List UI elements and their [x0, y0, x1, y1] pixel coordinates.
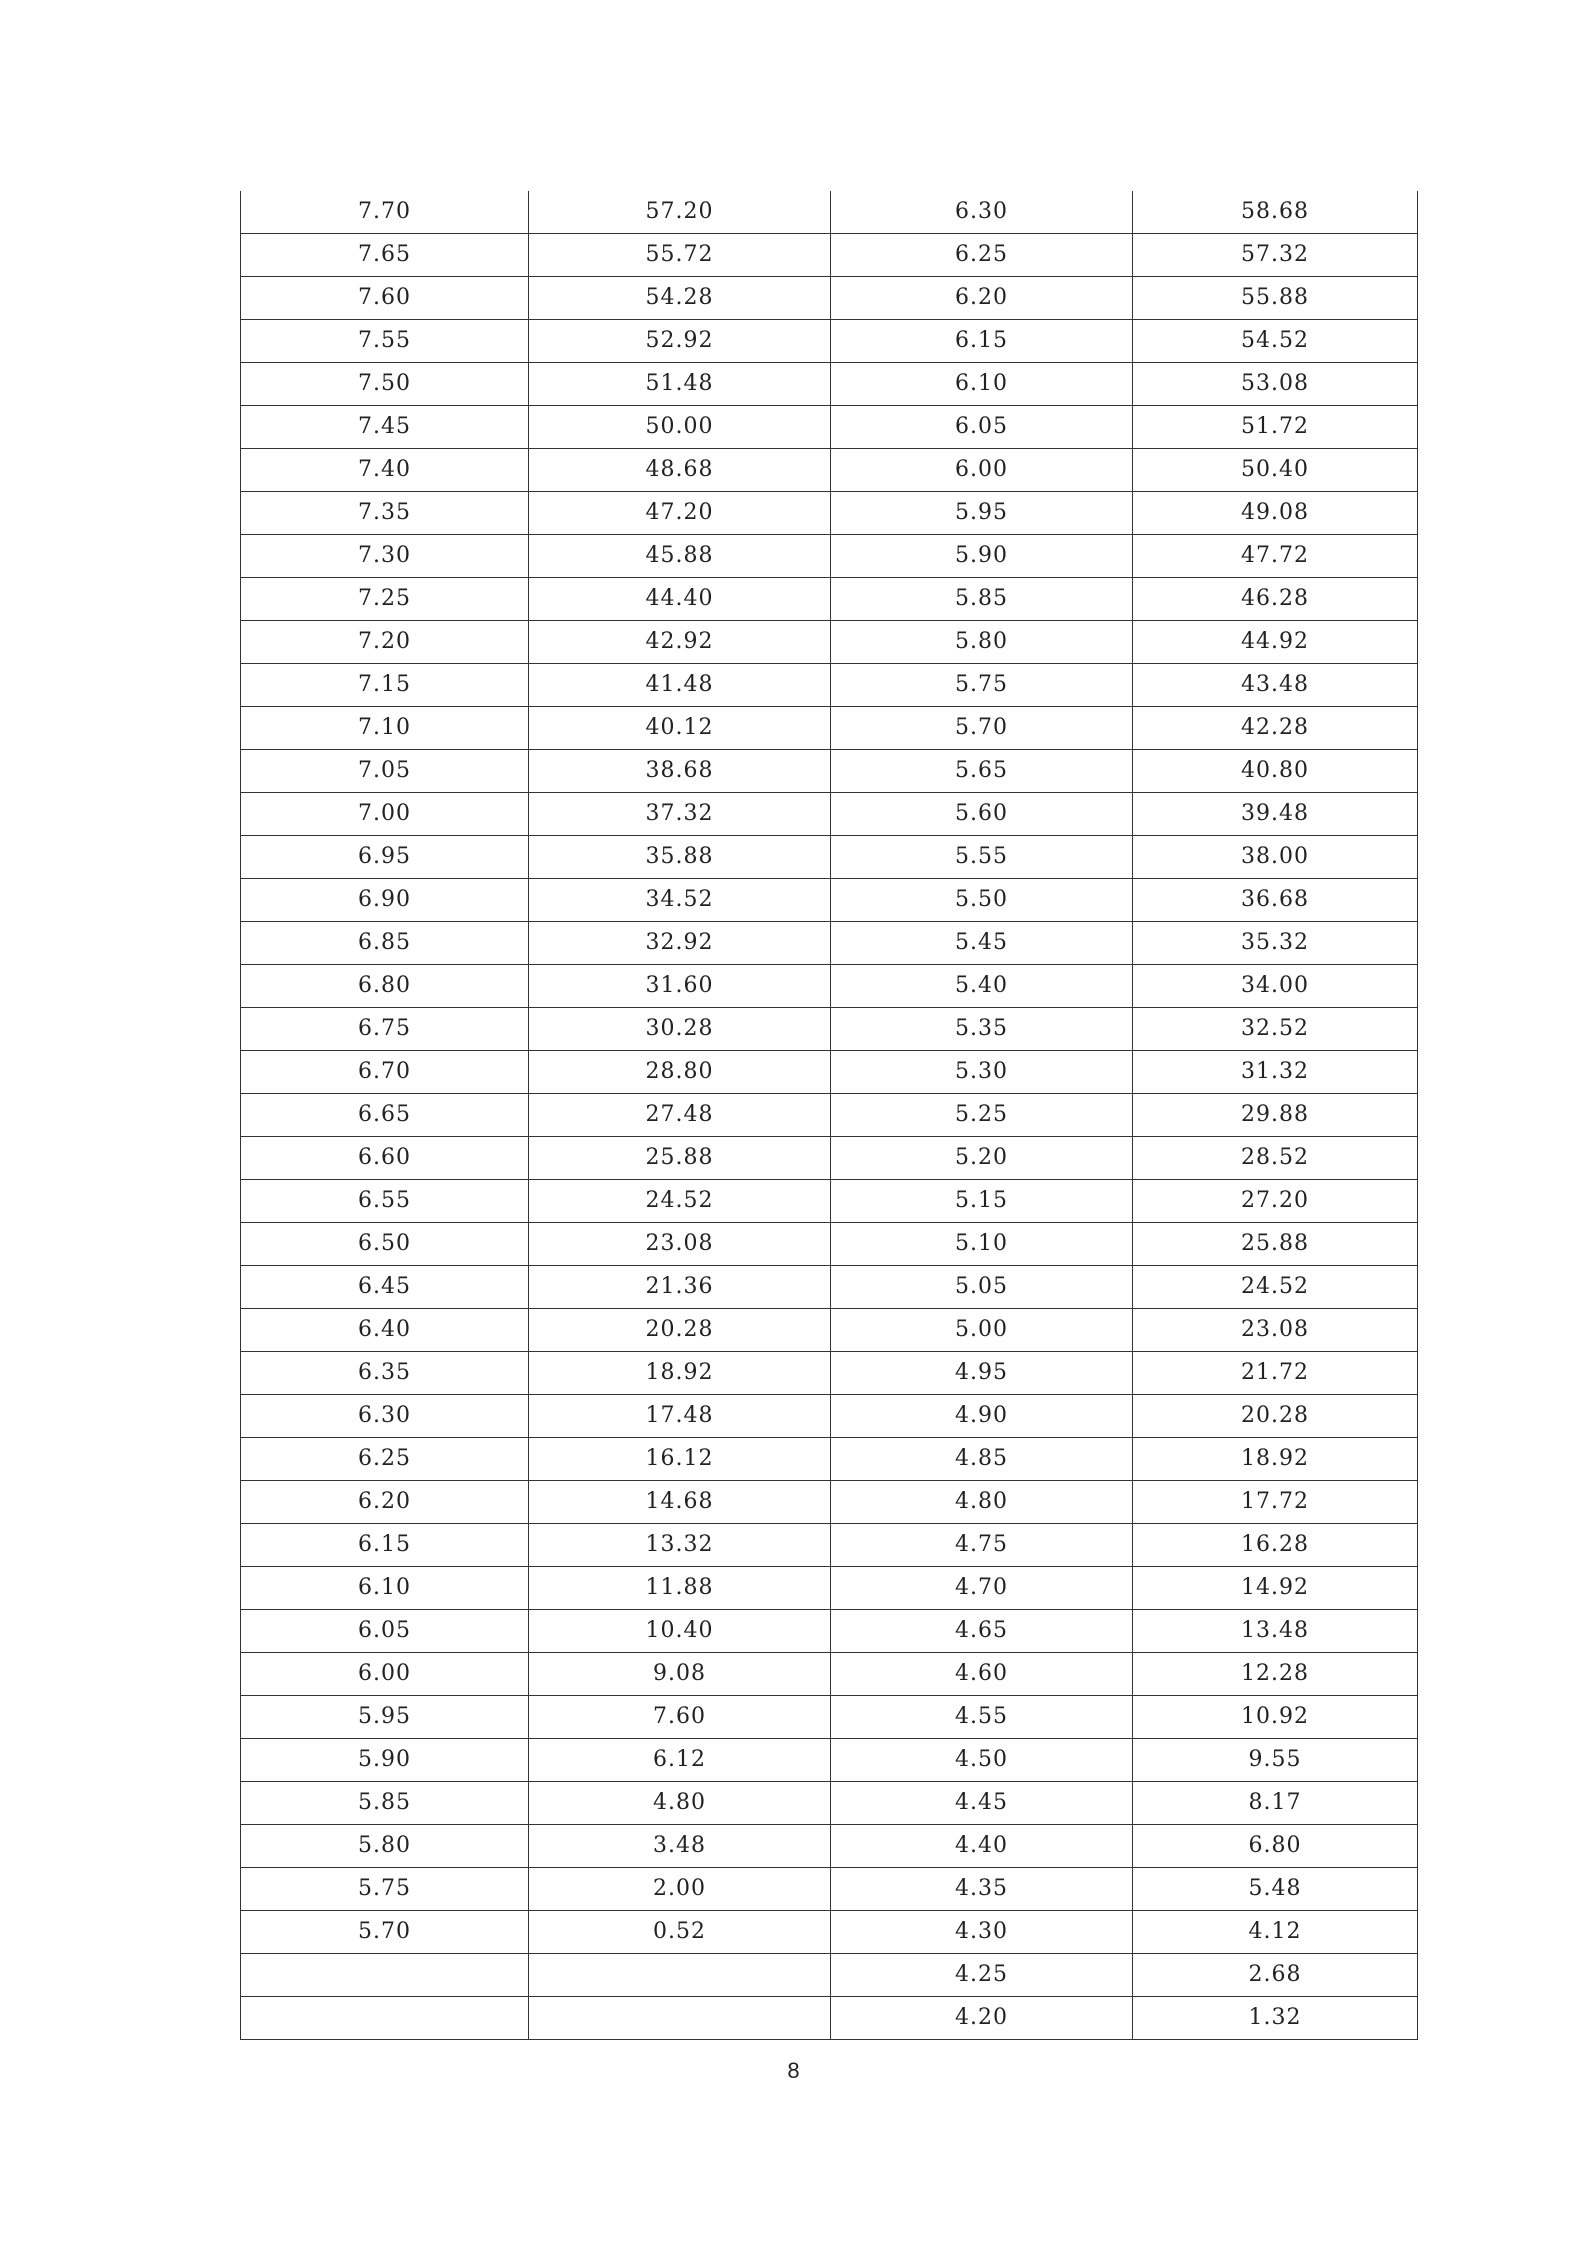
table-cell: 7.65 — [241, 234, 529, 277]
table-cell: 6.05 — [241, 1610, 529, 1653]
table-cell: 45.88 — [529, 535, 831, 578]
table-cell: 4.55 — [831, 1696, 1133, 1739]
table-cell: 46.28 — [1133, 578, 1418, 621]
table-row — [241, 793, 1418, 836]
table-cell: 6.10 — [241, 1567, 529, 1610]
table-cell: 5.70 — [831, 707, 1133, 750]
table-cell: 4.45 — [831, 1782, 1133, 1825]
table-cell: 48.68 — [529, 449, 831, 492]
table-cell: 28.52 — [1133, 1137, 1418, 1180]
table-cell: 51.48 — [529, 363, 831, 406]
table-cell: 2.00 — [529, 1868, 831, 1911]
table-cell: 5.75 — [241, 1868, 529, 1911]
table-row — [241, 1051, 1418, 1094]
table-row — [241, 1911, 1418, 1954]
table-cell: 7.40 — [241, 449, 529, 492]
table-cell: 6.55 — [241, 1180, 529, 1223]
table-cell: 39.48 — [1133, 793, 1418, 836]
table-cell: 5.85 — [831, 578, 1133, 621]
table-cell: 43.48 — [1133, 664, 1418, 707]
table-cell: 6.40 — [241, 1309, 529, 1352]
table-cell: 37.32 — [529, 793, 831, 836]
table-cell: 55.88 — [1133, 277, 1418, 320]
table-cell: 27.48 — [529, 1094, 831, 1137]
table-row — [241, 277, 1418, 320]
table-cell: 2.68 — [1133, 1954, 1418, 1997]
table-row — [241, 1137, 1418, 1180]
table-row — [241, 836, 1418, 879]
table-cell: 38.00 — [1133, 836, 1418, 879]
table-cell: 3.48 — [529, 1825, 831, 1868]
table-cell: 6.20 — [831, 277, 1133, 320]
table-row — [241, 1180, 1418, 1223]
table-row — [241, 363, 1418, 406]
table-row — [241, 1567, 1418, 1610]
table-cell: 7.05 — [241, 750, 529, 793]
table-cell: 4.60 — [831, 1653, 1133, 1696]
table-cell — [241, 1997, 529, 2040]
table-cell: 6.15 — [241, 1524, 529, 1567]
table-row — [241, 1266, 1418, 1309]
table-cell: 5.95 — [241, 1696, 529, 1739]
table-cell: 5.70 — [241, 1911, 529, 1954]
table-row — [241, 750, 1418, 793]
table-cell: 50.00 — [529, 406, 831, 449]
table-cell: 25.88 — [529, 1137, 831, 1180]
table-cell: 28.80 — [529, 1051, 831, 1094]
table-cell: 6.85 — [241, 922, 529, 965]
table-cell: 5.85 — [241, 1782, 529, 1825]
table-cell: 29.88 — [1133, 1094, 1418, 1137]
table-cell: 7.00 — [241, 793, 529, 836]
table-cell: 7.60 — [529, 1696, 831, 1739]
table-cell: 12.28 — [1133, 1653, 1418, 1696]
table-cell: 36.68 — [1133, 879, 1418, 922]
table-cell: 5.75 — [831, 664, 1133, 707]
table-cell: 6.15 — [831, 320, 1133, 363]
table-cell: 5.50 — [831, 879, 1133, 922]
table-cell — [241, 1954, 529, 1997]
table-cell: 44.92 — [1133, 621, 1418, 664]
table-cell: 6.05 — [831, 406, 1133, 449]
table-cell: 16.28 — [1133, 1524, 1418, 1567]
table-cell: 5.60 — [831, 793, 1133, 836]
table-cell: 34.52 — [529, 879, 831, 922]
table-row — [241, 621, 1418, 664]
table-cell — [529, 1997, 831, 2040]
table-cell: 5.35 — [831, 1008, 1133, 1051]
table-row — [241, 406, 1418, 449]
table-row — [241, 707, 1418, 750]
table-row — [241, 922, 1418, 965]
table-cell: 55.72 — [529, 234, 831, 277]
data-table — [240, 191, 1418, 2040]
table-cell: 7.70 — [241, 191, 529, 234]
table-cell: 5.80 — [241, 1825, 529, 1868]
table-cell: 4.75 — [831, 1524, 1133, 1567]
table-cell: 31.32 — [1133, 1051, 1418, 1094]
table-cell: 50.40 — [1133, 449, 1418, 492]
table-cell: 5.48 — [1133, 1868, 1418, 1911]
table-cell: 20.28 — [529, 1309, 831, 1352]
table-cell: 35.88 — [529, 836, 831, 879]
table-cell: 7.30 — [241, 535, 529, 578]
table-cell: 7.20 — [241, 621, 529, 664]
table-cell: 40.80 — [1133, 750, 1418, 793]
table-cell: 23.08 — [1133, 1309, 1418, 1352]
table-cell: 21.72 — [1133, 1352, 1418, 1395]
table-row — [241, 578, 1418, 621]
table-cell: 6.25 — [241, 1438, 529, 1481]
table-cell: 6.00 — [241, 1653, 529, 1696]
table-cell: 21.36 — [529, 1266, 831, 1309]
table-cell: 6.50 — [241, 1223, 529, 1266]
table-cell: 17.48 — [529, 1395, 831, 1438]
table-cell: 14.68 — [529, 1481, 831, 1524]
table-cell: 53.08 — [1133, 363, 1418, 406]
table-cell: 7.50 — [241, 363, 529, 406]
table-cell: 4.70 — [831, 1567, 1133, 1610]
table-cell: 47.20 — [529, 492, 831, 535]
table-cell: 0.52 — [529, 1911, 831, 1954]
table-cell: 5.90 — [241, 1739, 529, 1782]
table-cell: 6.20 — [241, 1481, 529, 1524]
table-cell: 5.80 — [831, 621, 1133, 664]
table-cell: 4.85 — [831, 1438, 1133, 1481]
table-cell: 7.45 — [241, 406, 529, 449]
table-cell: 6.45 — [241, 1266, 529, 1309]
table-cell: 6.70 — [241, 1051, 529, 1094]
table-cell: 51.72 — [1133, 406, 1418, 449]
table-cell: 30.28 — [529, 1008, 831, 1051]
table-cell: 40.12 — [529, 707, 831, 750]
table-cell: 4.25 — [831, 1954, 1133, 1997]
table-cell: 4.40 — [831, 1825, 1133, 1868]
table-cell: 4.20 — [831, 1997, 1133, 2040]
table-cell: 42.28 — [1133, 707, 1418, 750]
table-cell: 4.50 — [831, 1739, 1133, 1782]
table-cell: 4.80 — [831, 1481, 1133, 1524]
table-cell: 7.60 — [241, 277, 529, 320]
table-cell: 44.40 — [529, 578, 831, 621]
table-row — [241, 1954, 1418, 1997]
table-cell: 10.40 — [529, 1610, 831, 1653]
table-cell: 6.60 — [241, 1137, 529, 1180]
table-cell: 4.35 — [831, 1868, 1133, 1911]
table-cell: 5.05 — [831, 1266, 1133, 1309]
table-row — [241, 1739, 1418, 1782]
table-cell: 5.65 — [831, 750, 1133, 793]
table-row — [241, 1094, 1418, 1137]
table-cell: 6.12 — [529, 1739, 831, 1782]
table-cell: 24.52 — [529, 1180, 831, 1223]
table-cell: 47.72 — [1133, 535, 1418, 578]
table-cell: 4.80 — [529, 1782, 831, 1825]
table-cell: 7.35 — [241, 492, 529, 535]
table-cell: 16.12 — [529, 1438, 831, 1481]
table-cell: 1.32 — [1133, 1997, 1418, 2040]
table-cell: 5.55 — [831, 836, 1133, 879]
table-cell: 6.35 — [241, 1352, 529, 1395]
table-cell: 32.92 — [529, 922, 831, 965]
table-cell: 38.68 — [529, 750, 831, 793]
table-cell: 5.95 — [831, 492, 1133, 535]
table-cell: 31.60 — [529, 965, 831, 1008]
table-cell: 6.65 — [241, 1094, 529, 1137]
table-cell: 4.65 — [831, 1610, 1133, 1653]
table-cell: 5.40 — [831, 965, 1133, 1008]
table-row — [241, 1825, 1418, 1868]
table-cell: 42.92 — [529, 621, 831, 664]
table-row — [241, 1352, 1418, 1395]
table-cell: 6.30 — [241, 1395, 529, 1438]
table-cell: 25.88 — [1133, 1223, 1418, 1266]
table-cell: 4.95 — [831, 1352, 1133, 1395]
table-cell: 5.30 — [831, 1051, 1133, 1094]
table-row — [241, 1997, 1418, 2040]
table-cell: 6.10 — [831, 363, 1133, 406]
table-cell: 11.88 — [529, 1567, 831, 1610]
table-cell: 54.28 — [529, 277, 831, 320]
table-row — [241, 1309, 1418, 1352]
table-row — [241, 664, 1418, 707]
table-cell: 6.80 — [241, 965, 529, 1008]
table-cell: 14.92 — [1133, 1567, 1418, 1610]
table-cell: 18.92 — [1133, 1438, 1418, 1481]
table-cell: 54.52 — [1133, 320, 1418, 363]
table-cell: 7.25 — [241, 578, 529, 621]
table-cell: 5.10 — [831, 1223, 1133, 1266]
table-cell: 4.30 — [831, 1911, 1133, 1954]
table-row — [241, 492, 1418, 535]
table-cell — [529, 1954, 831, 1997]
table-row — [241, 234, 1418, 277]
table-row — [241, 1395, 1418, 1438]
table-cell: 18.92 — [529, 1352, 831, 1395]
page-number: 8 — [787, 2058, 800, 2083]
table-cell: 5.20 — [831, 1137, 1133, 1180]
table-body — [241, 191, 1418, 2040]
table-row — [241, 879, 1418, 922]
table-cell: 5.00 — [831, 1309, 1133, 1352]
table-cell: 24.52 — [1133, 1266, 1418, 1309]
table-cell: 17.72 — [1133, 1481, 1418, 1524]
table-cell: 41.48 — [529, 664, 831, 707]
table-row — [241, 1524, 1418, 1567]
table-cell: 6.80 — [1133, 1825, 1418, 1868]
table-row — [241, 449, 1418, 492]
table-cell: 32.52 — [1133, 1008, 1418, 1051]
table-cell: 52.92 — [529, 320, 831, 363]
table-cell: 13.48 — [1133, 1610, 1418, 1653]
table-cell: 9.08 — [529, 1653, 831, 1696]
table-cell: 49.08 — [1133, 492, 1418, 535]
table-cell: 5.25 — [831, 1094, 1133, 1137]
table-cell: 58.68 — [1133, 191, 1418, 234]
table-row — [241, 1610, 1418, 1653]
table-cell: 27.20 — [1133, 1180, 1418, 1223]
table-row — [241, 1008, 1418, 1051]
table-cell: 35.32 — [1133, 922, 1418, 965]
table-cell: 9.55 — [1133, 1739, 1418, 1782]
table-cell: 57.32 — [1133, 234, 1418, 277]
table-cell: 6.75 — [241, 1008, 529, 1051]
table-cell: 23.08 — [529, 1223, 831, 1266]
table-row — [241, 1223, 1418, 1266]
table-cell: 6.00 — [831, 449, 1133, 492]
table-cell: 5.90 — [831, 535, 1133, 578]
table-row — [241, 1438, 1418, 1481]
table-cell: 20.28 — [1133, 1395, 1418, 1438]
table-cell: 7.10 — [241, 707, 529, 750]
table-cell: 4.12 — [1133, 1911, 1418, 1954]
table-cell: 4.90 — [831, 1395, 1133, 1438]
table-cell: 6.30 — [831, 191, 1133, 234]
table-cell: 7.15 — [241, 664, 529, 707]
table-cell: 6.95 — [241, 836, 529, 879]
table-cell: 6.25 — [831, 234, 1133, 277]
table-row — [241, 1696, 1418, 1739]
table-row — [241, 1653, 1418, 1696]
table-cell: 6.90 — [241, 879, 529, 922]
table-row — [241, 535, 1418, 578]
table-cell: 5.15 — [831, 1180, 1133, 1223]
table-cell: 57.20 — [529, 191, 831, 234]
table-row — [241, 1868, 1418, 1911]
table-cell: 34.00 — [1133, 965, 1418, 1008]
table-cell: 8.17 — [1133, 1782, 1418, 1825]
table-row — [241, 1481, 1418, 1524]
table-row — [241, 320, 1418, 363]
table-cell: 13.32 — [529, 1524, 831, 1567]
table-cell: 7.55 — [241, 320, 529, 363]
table-cell: 5.45 — [831, 922, 1133, 965]
table-row — [241, 1782, 1418, 1825]
table-cell: 10.92 — [1133, 1696, 1418, 1739]
table-row — [241, 965, 1418, 1008]
table-row — [241, 191, 1418, 234]
